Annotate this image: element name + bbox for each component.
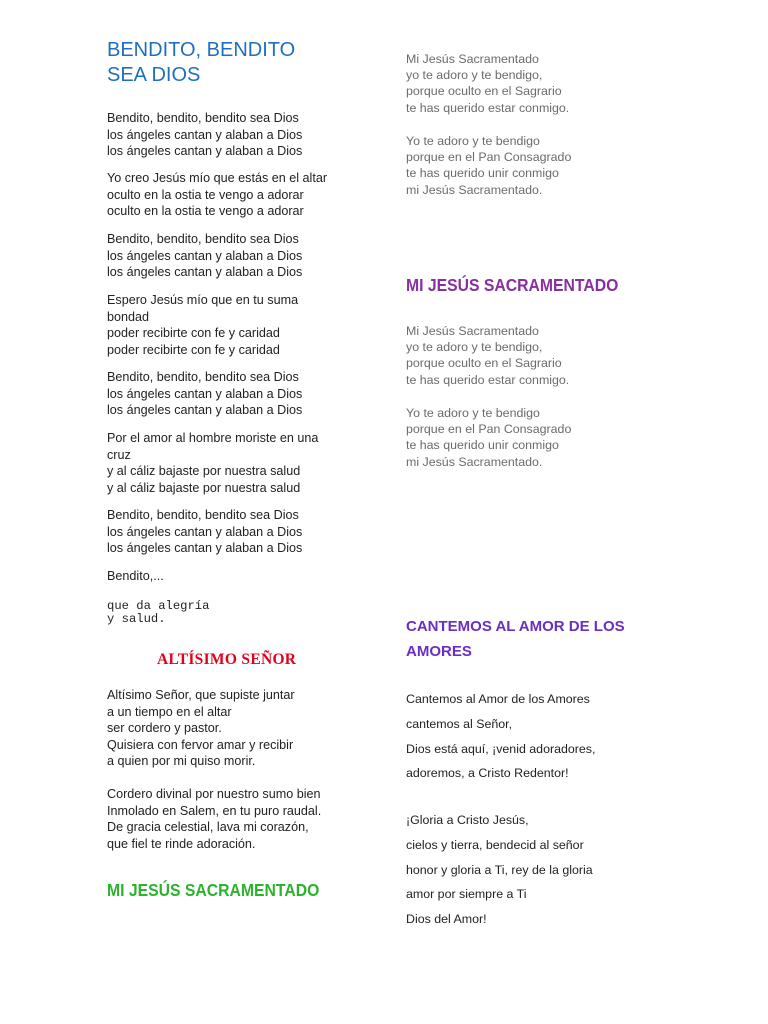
stanza-3: Bendito, bendito, bendito sea Dios los ángeles cantan y alaban a Dios los ángeles cantan y alaban a Dios bbox=[107, 232, 303, 279]
song-title-mi-jesus-green: MI JESÚS SACRAMENTADO bbox=[107, 880, 320, 900]
stanza-tail: que da alegría y salud. bbox=[107, 599, 210, 626]
song-title-bendito: BENDITO, BENDITO SEA DIOS bbox=[107, 39, 296, 86]
stanza-5: Bendito, bendito, bendito sea Dios los ángeles cantan y alaban a Dios los ángeles cantan y alaban a Dios bbox=[107, 370, 303, 417]
stanza-altisimo-2: Cordero divinal por nuestro sumo bien Inmolado en Salem, en tu puro raudal. De gracia celestial, lava mi corazón, que fiel te rinde adoración. bbox=[107, 787, 322, 851]
stanza-right-top-2: Yo te adoro y te bendigo porque en el Pan Consagrado te has querido unir conmigo mi Jesús Sacramentado. bbox=[406, 134, 572, 197]
stanza-7: Bendito, bendito, bendito sea Dios los ángeles cantan y alaban a Dios los ángeles cantan y alaban a Dios bbox=[107, 508, 303, 555]
song-title-mi-jesus-purple: MI JESÚS SACRAMENTADO bbox=[406, 275, 619, 295]
stanza-6: Por el amor al hombre moriste en una cruz y al cáliz bajaste por nuestra salud y al cáliz bajaste por nuestra salud bbox=[107, 431, 319, 495]
stanza-right-1: Mi Jesús Sacramentado yo te adoro y te bendigo, porque oculto en el Sagrario te has querido estar conmigo. bbox=[406, 324, 570, 387]
stanza-cantemos-1: Cantemos al Amor de los Amores cantemos al Señor, Dios está aquí, ¡venid adoradores, adoremos, a Cristo Redentor! bbox=[406, 692, 596, 781]
stanza-right-top-1: Mi Jesús Sacramentado yo te adoro y te bendigo, porque oculto en el Sagrario te has querido estar conmigo. bbox=[406, 52, 570, 115]
stanza-right-2: Yo te adoro y te bendigo porque en el Pan Consagrado te has querido unir conmigo mi Jesús Sacramentado. bbox=[406, 406, 572, 469]
stanza-cantemos-2: ¡Gloria a Cristo Jesús, cielos y tierra, bendecid al señor honor y gloria a Ti, rey de la gloria amor por siempre a Ti Dios del Amor! bbox=[406, 813, 593, 927]
stanza-8: Bendito,... bbox=[107, 569, 164, 583]
stanza-4: Espero Jesús mío que en tu suma bondad poder recibirte con fe y caridad poder recibirte con fe y caridad bbox=[107, 293, 299, 357]
stanza-2: Yo creo Jesús mío que estás en el altar oculto en la ostia te vengo a adorar oculto en la ostia te vengo a adorar bbox=[107, 171, 328, 218]
stanza-1: Bendito, bendito, bendito sea Dios los ángeles cantan y alaban a Dios los ángeles cantan y alaban a Dios bbox=[107, 111, 303, 158]
stanza-altisimo-1: Altísimo Señor, que supiste juntar a un tiempo en el altar ser cordero y pastor. Quisiera con fervor amar y recibir a quien por mi quiso morir. bbox=[107, 688, 295, 768]
song-title-cantemos: CANTEMOS AL AMOR DE LOS AMORES bbox=[406, 618, 625, 660]
song-title-altisimo: ALTÍSIMO SEÑOR bbox=[157, 651, 297, 668]
